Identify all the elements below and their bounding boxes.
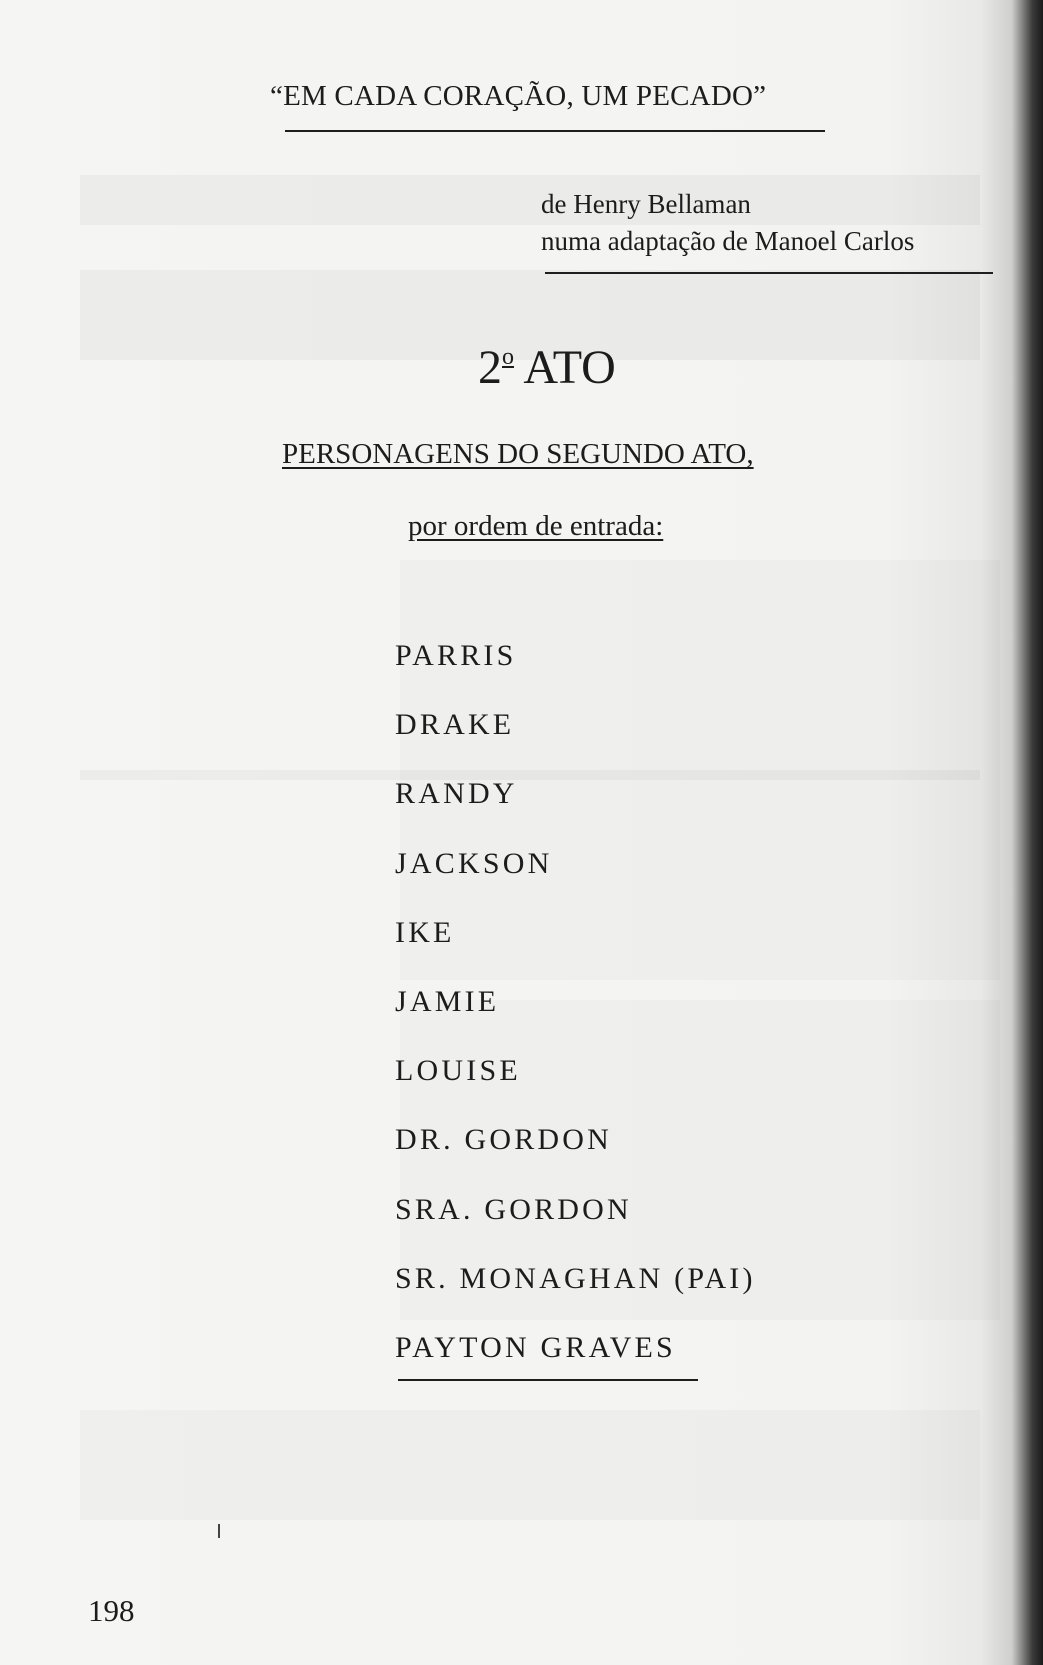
character-item: RANDY xyxy=(395,777,518,811)
act-number: 2 xyxy=(478,341,502,394)
character-item: SR. MONAGHAN (PAI) xyxy=(395,1261,756,1295)
bleed-through-mark xyxy=(80,1410,980,1520)
character-item: PARRIS xyxy=(395,639,517,672)
character-list-divider xyxy=(398,1379,698,1381)
credit-divider xyxy=(545,272,993,274)
character-item: JAMIE xyxy=(395,984,500,1018)
character-item: LOUISE xyxy=(395,1054,521,1088)
ink-speck xyxy=(218,1524,220,1538)
page-number: 198 xyxy=(88,1593,135,1628)
character-list xyxy=(395,638,756,1399)
character-item: PAYTON GRAVES xyxy=(395,1330,676,1364)
bleed-through-mark xyxy=(80,175,980,225)
character-item: SRA. GORDON xyxy=(395,1192,632,1226)
characters-subheading: por ordem de entrada: xyxy=(408,510,664,542)
act-label: ATO xyxy=(523,341,616,394)
adaptation-credit: numa adaptação de Manoel Carlos xyxy=(541,226,915,256)
character-item: IKE xyxy=(395,915,455,949)
act-ordinal-mark: o xyxy=(502,344,514,370)
title-divider xyxy=(285,130,825,132)
play-title: “EM CADA CORAÇÃO, UM PECADO” xyxy=(270,80,767,112)
character-item: JACKSON xyxy=(395,846,553,880)
character-item: DRAKE xyxy=(395,708,515,742)
act-heading xyxy=(478,340,616,395)
characters-heading: PERSONAGENS DO SEGUNDO ATO, xyxy=(282,438,754,470)
character-item: DR. GORDON xyxy=(395,1123,613,1157)
author-credit: de Henry Bellaman xyxy=(541,189,751,219)
